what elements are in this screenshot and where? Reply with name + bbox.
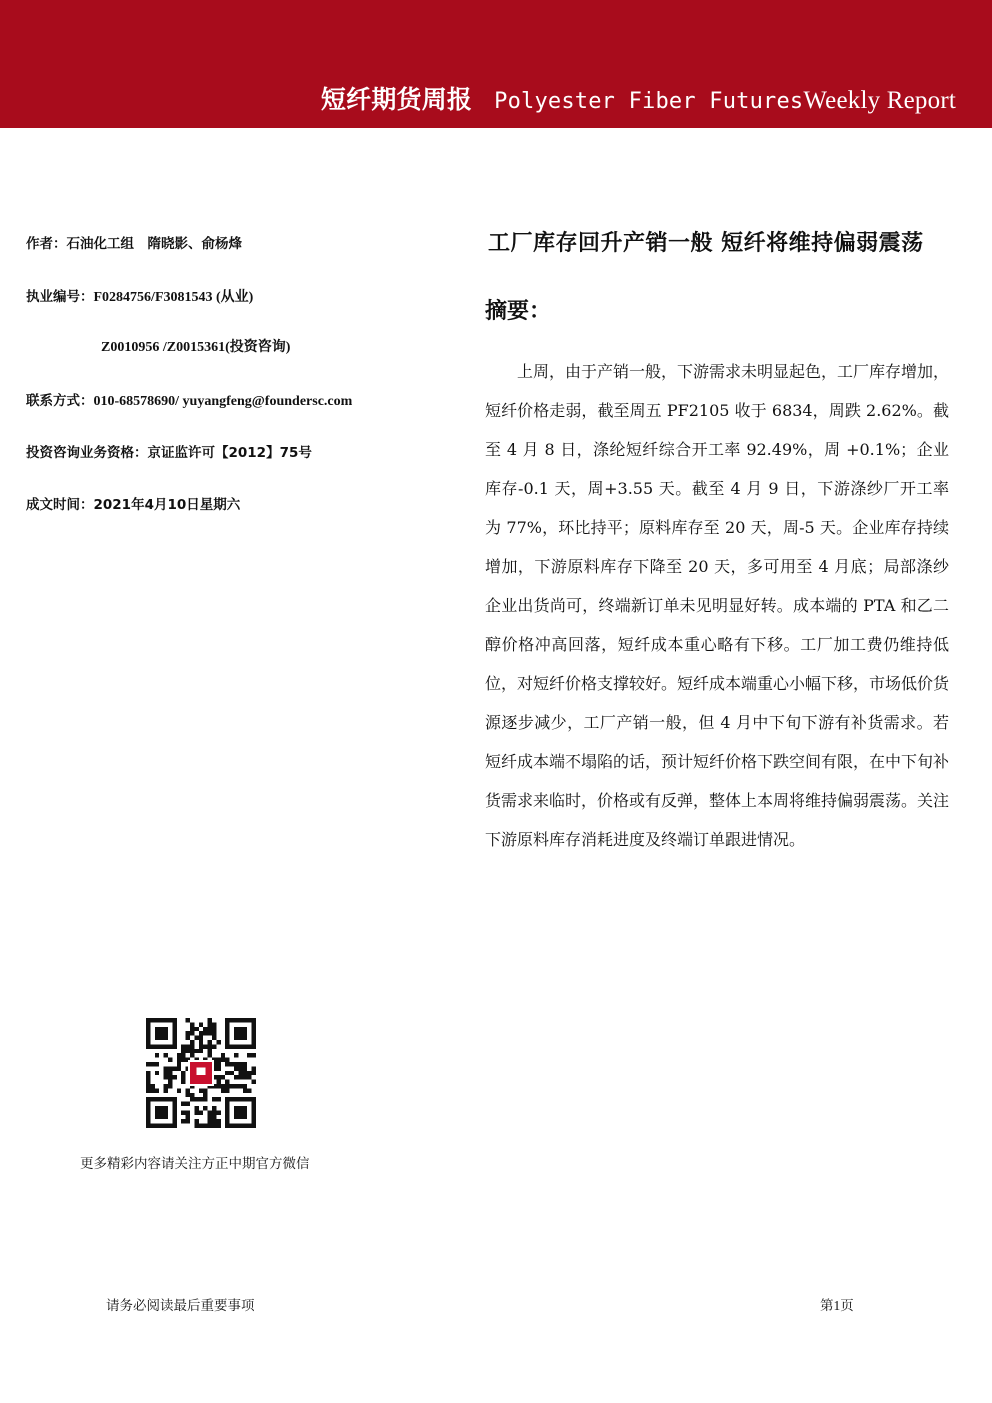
qr-module [203, 1097, 207, 1101]
qr-module [212, 1036, 216, 1040]
qr-module [194, 1027, 198, 1031]
qr-module [221, 1084, 225, 1088]
date-label: 成文时间： [26, 497, 94, 513]
contact-value: 010-68578690/ yuyangfeng@foundersc.com [93, 394, 353, 409]
qr-module [164, 1071, 168, 1075]
license-value-2: Z0010956 /Z0015361(投资咨询) [101, 340, 291, 355]
qr-module [155, 1088, 159, 1092]
qr-module [212, 1124, 216, 1128]
qr-module [168, 1080, 172, 1084]
qr-module [177, 1066, 181, 1070]
qr-module [181, 1044, 185, 1048]
qr-module [212, 1044, 216, 1048]
qr-module [190, 1053, 194, 1057]
qr-module [190, 1027, 194, 1031]
qr-module [203, 1106, 207, 1110]
qr-module [194, 1106, 198, 1110]
qr-module [216, 1124, 220, 1128]
qr-module [212, 1097, 216, 1101]
qr-module [212, 1106, 216, 1110]
qr-module [146, 1088, 150, 1092]
qr-module [243, 1075, 247, 1079]
qr-module [146, 1084, 150, 1088]
qr-module [225, 1071, 229, 1075]
qr-module [199, 1040, 203, 1044]
qr-module [252, 1053, 256, 1057]
qr-module [230, 1071, 234, 1075]
qr-module [194, 1124, 198, 1128]
qr-module [203, 1044, 207, 1048]
qr-module [243, 1066, 247, 1070]
qr-module [225, 1084, 229, 1088]
qr-module [216, 1119, 220, 1123]
qr-module [234, 1062, 238, 1066]
qr-module [199, 1097, 203, 1101]
qr-module [216, 1058, 220, 1062]
qr-module [216, 1080, 220, 1084]
qr-module [194, 1049, 198, 1053]
author-value: 石油化工组 隋晓影、俞杨烽 [66, 236, 242, 252]
license-line [26, 285, 253, 306]
qr-module [150, 1088, 154, 1092]
report-title [321, 80, 956, 116]
report-title-zh: 短纤期货周报 [320, 85, 473, 114]
qr-module [194, 1097, 198, 1101]
qr-module [168, 1084, 172, 1088]
qr-module [186, 1031, 190, 1035]
qr-module [199, 1036, 203, 1040]
qr-module [177, 1062, 181, 1066]
qr-module [164, 1066, 168, 1070]
qr-module [194, 1036, 198, 1040]
contact-line [26, 389, 352, 410]
qr-module [203, 1093, 207, 1097]
qr-module [208, 1031, 212, 1035]
qr-module [150, 1062, 154, 1066]
qr-module [216, 1075, 220, 1079]
qr-module [221, 1075, 225, 1079]
qr-module [208, 1018, 212, 1022]
qr-module [199, 1031, 203, 1035]
qr-module [186, 1110, 190, 1114]
qualification-label: 投资咨询业务资格： [26, 445, 148, 461]
qr-module [186, 1102, 190, 1106]
qr-module [181, 1080, 185, 1084]
qr-module [252, 1080, 256, 1084]
qr-module [190, 1049, 194, 1053]
qr-module [208, 1049, 212, 1053]
footer-notice: 请务必阅读最后重要事项 [106, 1298, 255, 1314]
qr-module [252, 1066, 256, 1070]
qr-module [155, 1053, 159, 1057]
qr-module [230, 1084, 234, 1088]
qr-module [247, 1075, 251, 1079]
qr-code-icon [146, 1018, 256, 1128]
qr-module [208, 1053, 212, 1057]
qr-module [238, 1084, 242, 1088]
qr-module [225, 1058, 229, 1062]
qr-module [203, 1124, 207, 1128]
qr-module [247, 1053, 251, 1057]
qr-module [208, 1044, 212, 1048]
qr-module [216, 1110, 220, 1114]
qr-module [164, 1084, 168, 1088]
qr-module [212, 1119, 216, 1123]
contact-label: 联系方式： [26, 393, 94, 409]
report-title-en-serif: Weekly Report [803, 87, 956, 114]
qr-module [243, 1062, 247, 1066]
qr-module [168, 1066, 172, 1070]
qr-module [186, 1093, 190, 1097]
qr-module [203, 1031, 207, 1035]
page-number: 第1页 [820, 1298, 854, 1313]
qr-module [243, 1084, 247, 1088]
qr-module [212, 1027, 216, 1031]
qr-module [146, 1062, 150, 1066]
qr-module [208, 1110, 212, 1114]
qr-module [164, 1088, 168, 1092]
qr-module [194, 1110, 198, 1114]
qr-module [208, 1040, 212, 1044]
qr-module [181, 1119, 185, 1123]
qr-module [243, 1088, 247, 1092]
qr-module [155, 1062, 159, 1066]
author-line [26, 232, 242, 252]
qr-module [164, 1053, 168, 1057]
qr-module [230, 1062, 234, 1066]
qr-module [150, 1084, 154, 1088]
qr-module [221, 1058, 225, 1062]
license-value: F0284756/F3081543 (从业) [93, 290, 254, 305]
qr-module [216, 1066, 220, 1070]
qr-module [172, 1066, 176, 1070]
qr-module [221, 1053, 225, 1057]
qr-module [216, 1097, 220, 1101]
qr-module [194, 1119, 198, 1123]
qr-module [186, 1049, 190, 1053]
qr-module [168, 1075, 172, 1079]
qr-module [181, 1110, 185, 1114]
qr-module [181, 1071, 185, 1075]
qr-module [238, 1075, 242, 1079]
qr-module [199, 1044, 203, 1048]
qr-module [225, 1080, 229, 1084]
qr-module [238, 1066, 242, 1070]
qr-module [208, 1022, 212, 1026]
qr-module [234, 1084, 238, 1088]
qr-module [212, 1022, 216, 1026]
qr-module [212, 1110, 216, 1114]
license-label: 执业编号： [26, 289, 94, 305]
qr-module [186, 1036, 190, 1040]
qr-module [190, 1031, 194, 1035]
qr-module [181, 1053, 185, 1057]
qr-module [199, 1110, 203, 1114]
date-value: 2021年4月10日星期六 [93, 497, 241, 513]
report-title-en-mono: Polyester Fiber Futures [494, 89, 804, 114]
qr-module [199, 1049, 203, 1053]
article-headline: 工厂库存回升产销一般 短纤将维持偏弱震荡 [488, 231, 924, 256]
qr-module [190, 1040, 194, 1044]
qr-module [181, 1058, 185, 1062]
qr-module [181, 1049, 185, 1053]
qr-module [186, 1088, 190, 1092]
qr-module [238, 1062, 242, 1066]
qr-module [216, 1084, 220, 1088]
qr-module [203, 1088, 207, 1092]
qr-module [212, 1115, 216, 1119]
qr-module [247, 1071, 251, 1075]
qr-module [190, 1093, 194, 1097]
qr-module [238, 1071, 242, 1075]
qr-module [190, 1022, 194, 1026]
qr-module [146, 1080, 150, 1084]
qr-module [186, 1115, 190, 1119]
license-line-2 [101, 336, 290, 356]
qr-module [216, 1040, 220, 1044]
qr-module [190, 1044, 194, 1048]
qr-module [146, 1075, 150, 1079]
qr-module [146, 1071, 150, 1075]
qr-module [208, 1115, 212, 1119]
qr-module [199, 1022, 203, 1026]
qr-module [177, 1058, 181, 1062]
qr-module [252, 1071, 256, 1075]
qr-module [234, 1053, 238, 1057]
qr-module [221, 1088, 225, 1092]
qr-module [168, 1058, 172, 1062]
qr-module [168, 1071, 172, 1075]
qualification-line [26, 441, 312, 461]
qr-module [181, 1075, 185, 1079]
abstract-text: 上周，由于产销一般，下游需求未明显起色，工厂库存增加，短纤价格走弱，截至周五 PF2105 收于 6834，周跌 2.62%。截至 4 月 8 日，涤纶短纤综合开工率 92.49%，周 +0.1%；企业库存-0.1 天，周+3.55 天。截至 4 月 9 日，下游涤纱厂开工率为 77%，环比持平；原料库存至 20 天，周-5 天。企业库存持续增加，下游原料库存下降至 20 天，多可用至 4 月底；局部涤纱企业出货尚可，终端新订单未见明显好转。成本端的 PTA 和乙二醇价格冲高回落，短纤成本重心略有下移。工厂加工费仍维持低位，对短纤价格支撑较好。短纤成本端重心小幅下移，市场低价货源逐步减少，工厂产销一般，但 4 月中下旬下游有补货需求。若短纤成本端不塌陷的话，预计短纤价格下跌空间有限，在中下旬补货需求来临时，价格或有反弹，整体上本周将维持偏弱震荡。关注下游原料库存消耗进度及终端订单跟进情况。 [485, 362, 950, 849]
qr-module [164, 1075, 168, 1079]
qr-module [208, 1124, 212, 1128]
qr-module [177, 1088, 181, 1092]
qr-module [216, 1062, 220, 1066]
qr-module [212, 1031, 216, 1035]
qr-module [234, 1066, 238, 1070]
qr-module [208, 1119, 212, 1123]
qr-module [225, 1088, 229, 1092]
abstract-label: 摘要： [485, 299, 552, 324]
header-banner [0, 0, 992, 128]
qr-module [155, 1071, 159, 1075]
qr-module [234, 1075, 238, 1079]
qr-module [203, 1027, 207, 1031]
qr-module [199, 1088, 203, 1092]
date-line [26, 493, 240, 513]
qr-module [181, 1102, 185, 1106]
qr-caption: 更多精彩内容请关注方正中期官方微信 [80, 1156, 310, 1172]
qr-module [247, 1088, 251, 1092]
qr-module [177, 1053, 181, 1057]
qr-module [186, 1044, 190, 1048]
qr-module [172, 1075, 176, 1079]
qr-module [186, 1119, 190, 1123]
qr-module [190, 1097, 194, 1101]
qualification-value: 京证监许可【2012】75号 [147, 445, 312, 461]
author-label: 作者： [26, 236, 67, 252]
qr-module [243, 1071, 247, 1075]
qr-module [208, 1027, 212, 1031]
qr-module [225, 1062, 229, 1066]
qr-module [186, 1018, 190, 1022]
qr-module [199, 1124, 203, 1128]
